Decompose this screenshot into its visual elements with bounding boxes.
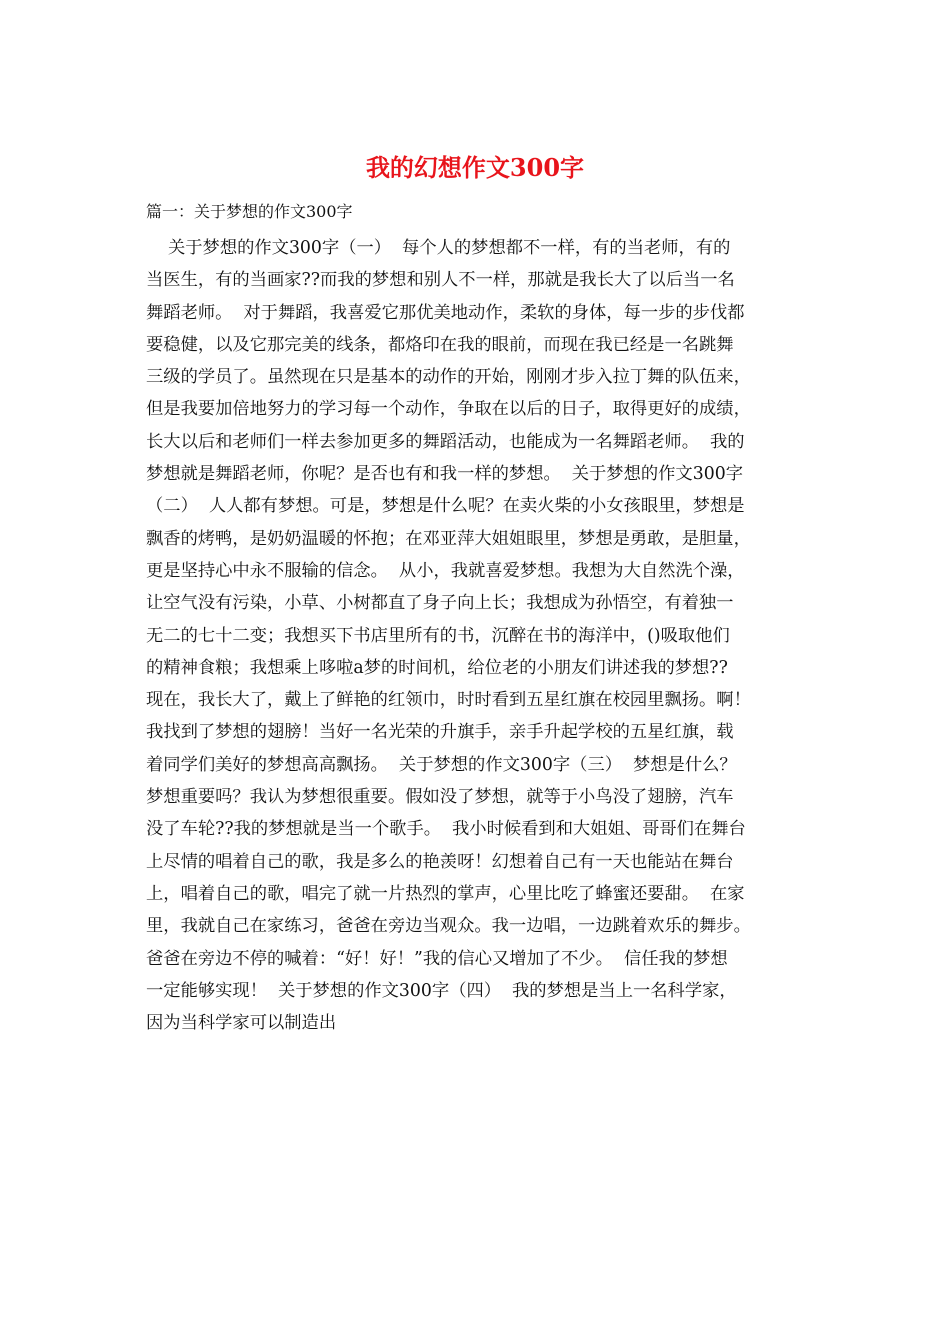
body-line: 三级的学员了。虽然现在只是基本的动作的开始，刚刚才步入拉丁舞的队伍来， bbox=[146, 367, 751, 388]
body-line: 里，我就自己在家练习，爸爸在旁边当观众。我一边唱，一边跳着欢乐的舞步。 bbox=[146, 916, 751, 937]
body-line: 上尽情的唱着自己的歌，我是多么的艳羡呀！幻想着自己有一天也能站在舞台 bbox=[146, 851, 734, 872]
body-line: 舞蹈老师。 对于舞蹈，我喜爱它那优美地动作，柔软的身体，每一步的步伐都 bbox=[146, 302, 745, 323]
body-line: 梦想重要吗？我认为梦想很重要。假如没了梦想，就等于小鸟没了翅膀，汽车 bbox=[146, 787, 734, 808]
body-line: 但是我要加倍地努力的学习每一个动作，争取在以后的日子，取得更好的成绩， bbox=[146, 399, 751, 420]
body-line: （二） 人人都有梦想。可是，梦想是什么呢？在卖火柴的小女孩眼里，梦想是 bbox=[146, 496, 745, 517]
body-line: 爸爸在旁边不停的喊着：“好！好！”我的信心又增加了不少。 信任我的梦想 bbox=[146, 948, 728, 969]
body-line: 关于梦想的作文300字（一） 每个人的梦想都不一样，有的当老师，有的 bbox=[146, 238, 731, 258]
body-line: 长大以后和老师们一样去参加更多的舞蹈活动，也能成为一名舞蹈老师。 我的 bbox=[146, 431, 745, 452]
body-line: 没了车轮??我的梦想就是当一个歌手。 我小时候看到和大姐姐、哥哥们在舞台 bbox=[146, 819, 746, 840]
body-line: 让空气没有污染，小草、小树都直了身子向上长；我想成为孙悟空，有着独一 bbox=[146, 593, 734, 614]
body-line: 无二的七十二变；我想买下书店里所有的书，沉醉在书的海洋中，()吸取他们 bbox=[146, 625, 730, 646]
body-line: 现在，我长大了，戴上了鲜艳的红领巾，时时看到五星红旗在校园里飘扬。啊！ bbox=[146, 690, 751, 711]
body-line: 当医生，有的当画家??而我的梦想和别人不一样，那就是我长大了以后当一名 bbox=[146, 270, 735, 291]
essay-body bbox=[146, 232, 816, 1039]
section-heading: 篇一：关于梦想的作文300字 bbox=[146, 202, 353, 221]
document-title: 我的幻想作文300字 bbox=[365, 153, 585, 182]
body-line: 要稳健，以及它那完美的线条，都烙印在我的眼前，而现在我已经是一名跳舞 bbox=[146, 334, 734, 355]
body-line: 梦想就是舞蹈老师，你呢？是否也有和我一样的梦想。 关于梦想的作文300字 bbox=[146, 464, 743, 485]
body-line: 着同学们美好的梦想高高飘扬。 关于梦想的作文300字（三） 梦想是什么？ bbox=[146, 754, 737, 775]
body-line: 一定能够实现！ 关于梦想的作文300字（四） 我的梦想是当上一名科学家， bbox=[146, 980, 737, 1001]
body-line: 我找到了梦想的翅膀！当好一名光荣的升旗手，亲手升起学校的五星红旗，载 bbox=[146, 722, 734, 743]
body-line: 的精神食粮；我想乘上哆啦a梦的时间机，给位老的小朋友们讲述我的梦想?? bbox=[146, 657, 728, 678]
body-line: 飘香的烤鸭，是奶奶温暖的怀抱；在邓亚萍大姐姐眼里，梦想是勇敢，是胆量， bbox=[146, 528, 751, 549]
body-line: 上，唱着自己的歌，唱完了就一片热烈的掌声，心里比吃了蜂蜜还要甜。 在家 bbox=[146, 883, 745, 904]
body-line: 因为当科学家可以制造出 bbox=[146, 1013, 337, 1034]
body-line: 更是坚持心中永不服输的信念。 从小，我就喜爱梦想。我想为大自然洗个澡， bbox=[146, 560, 745, 581]
